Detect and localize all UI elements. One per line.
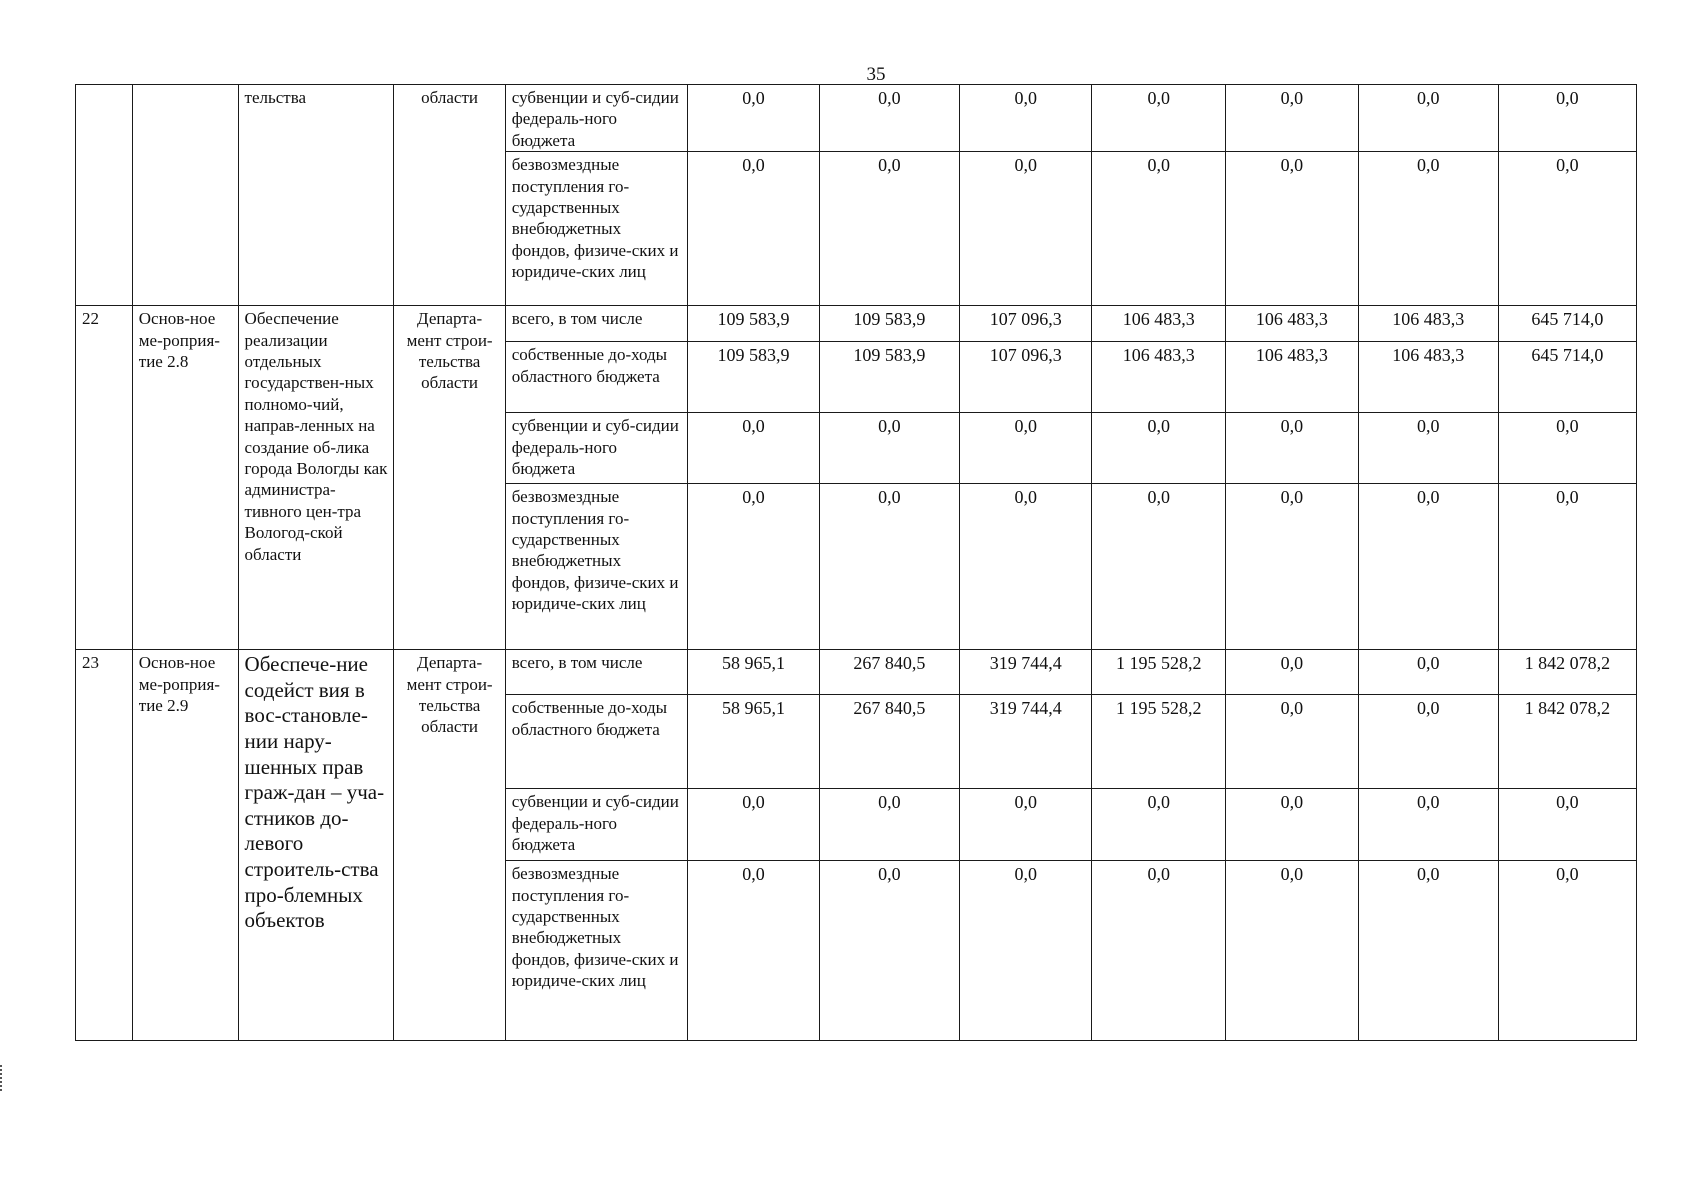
value-cell: 0,0 bbox=[1358, 484, 1498, 650]
value-cell: 0,0 bbox=[688, 484, 819, 650]
value-cell: 106 483,3 bbox=[1226, 342, 1358, 413]
value-cell: 0,0 bbox=[819, 484, 959, 650]
executor-cell: Департа-мент строи-тельства области bbox=[394, 306, 505, 650]
value-cell: 1 842 078,2 bbox=[1498, 650, 1636, 695]
measure-cell bbox=[132, 85, 238, 306]
source-cell: безвозмездные поступления го-сударственных внебюджетных фондов, физиче-ских и юридиче-ских лиц bbox=[505, 861, 688, 1041]
value-cell: 0,0 bbox=[1358, 85, 1498, 152]
value-cell: 109 583,9 bbox=[819, 306, 959, 342]
value-cell: 0,0 bbox=[1358, 861, 1498, 1041]
value-cell: 107 096,3 bbox=[960, 342, 1092, 413]
value-cell: 0,0 bbox=[1358, 650, 1498, 695]
scan-artifact bbox=[0, 1065, 5, 1091]
value-cell: 0,0 bbox=[688, 789, 819, 861]
value-cell: 0,0 bbox=[819, 413, 959, 484]
budget-table bbox=[75, 84, 1637, 1041]
value-cell: 0,0 bbox=[1092, 85, 1226, 152]
value-cell: 0,0 bbox=[1226, 695, 1358, 789]
value-cell: 58 965,1 bbox=[688, 650, 819, 695]
value-cell: 0,0 bbox=[960, 413, 1092, 484]
source-cell: всего, в том числе bbox=[505, 650, 688, 695]
value-cell: 0,0 bbox=[1092, 789, 1226, 861]
value-cell: 0,0 bbox=[819, 152, 959, 306]
value-cell: 106 483,3 bbox=[1358, 306, 1498, 342]
value-cell: 0,0 bbox=[819, 85, 959, 152]
table-row bbox=[76, 85, 1637, 152]
value-cell: 0,0 bbox=[1358, 695, 1498, 789]
executor-cell: области bbox=[394, 85, 505, 306]
value-cell: 0,0 bbox=[1358, 413, 1498, 484]
value-cell: 0,0 bbox=[1358, 789, 1498, 861]
value-cell: 0,0 bbox=[688, 413, 819, 484]
executor-cell: Департа-мент строи-тельства области bbox=[394, 650, 505, 1041]
value-cell: 0,0 bbox=[1358, 152, 1498, 306]
value-cell: 0,0 bbox=[1498, 85, 1636, 152]
value-cell: 0,0 bbox=[1498, 152, 1636, 306]
table-row bbox=[76, 650, 1637, 695]
value-cell: 1 195 528,2 bbox=[1092, 695, 1226, 789]
value-cell: 319 744,4 bbox=[960, 650, 1092, 695]
value-cell: 0,0 bbox=[1092, 861, 1226, 1041]
value-cell: 0,0 bbox=[1092, 484, 1226, 650]
value-cell: 267 840,5 bbox=[819, 650, 959, 695]
value-cell: 0,0 bbox=[688, 152, 819, 306]
source-cell: субвенции и суб-сидии федераль-ного бюджета bbox=[505, 85, 688, 152]
value-cell: 0,0 bbox=[960, 861, 1092, 1041]
name-cell: Обеспечение реализации отдельных государствен-ных полномо-чий, направ-ленных на создание об-лика города Вологды как администра-тивного цен-тра Вологод-ской области bbox=[238, 306, 394, 650]
source-cell: безвозмездные поступления го-сударственных внебюджетных фондов, физиче-ских и юридиче-ских лиц bbox=[505, 152, 688, 306]
value-cell: 0,0 bbox=[960, 789, 1092, 861]
source-cell: субвенции и суб-сидии федераль-ного бюджета bbox=[505, 789, 688, 861]
value-cell: 0,0 bbox=[688, 85, 819, 152]
value-cell: 58 965,1 bbox=[688, 695, 819, 789]
value-cell: 0,0 bbox=[688, 861, 819, 1041]
number-cell: 23 bbox=[76, 650, 133, 1041]
value-cell: 0,0 bbox=[1226, 413, 1358, 484]
value-cell: 0,0 bbox=[1498, 413, 1636, 484]
value-cell: 106 483,3 bbox=[1092, 306, 1226, 342]
number-cell bbox=[76, 85, 133, 306]
number-cell: 22 bbox=[76, 306, 133, 650]
source-cell: всего, в том числе bbox=[505, 306, 688, 342]
value-cell: 0,0 bbox=[1498, 861, 1636, 1041]
value-cell: 0,0 bbox=[960, 152, 1092, 306]
value-cell: 106 483,3 bbox=[1092, 342, 1226, 413]
value-cell: 107 096,3 bbox=[960, 306, 1092, 342]
value-cell: 0,0 bbox=[1226, 484, 1358, 650]
page-number: 35 bbox=[866, 64, 886, 85]
name-cell: тельства bbox=[238, 85, 394, 306]
value-cell: 1 195 528,2 bbox=[1092, 650, 1226, 695]
value-cell: 0,0 bbox=[1226, 861, 1358, 1041]
value-cell: 106 483,3 bbox=[1226, 306, 1358, 342]
source-cell: собственные до-ходы областного бюджета bbox=[505, 695, 688, 789]
value-cell: 0,0 bbox=[1498, 484, 1636, 650]
value-cell: 319 744,4 bbox=[960, 695, 1092, 789]
value-cell: 106 483,3 bbox=[1358, 342, 1498, 413]
name-cell: Обеспече-ние содейст вия в вос-становле-нии нару-шенных прав граж-дан – уча-стников до-левого строитель-ства про-блемных объектов bbox=[238, 650, 394, 1041]
value-cell: 0,0 bbox=[1226, 85, 1358, 152]
value-cell: 267 840,5 bbox=[819, 695, 959, 789]
value-cell: 645 714,0 bbox=[1498, 342, 1636, 413]
value-cell: 0,0 bbox=[1226, 152, 1358, 306]
value-cell: 0,0 bbox=[1226, 650, 1358, 695]
value-cell: 109 583,9 bbox=[819, 342, 959, 413]
value-cell: 0,0 bbox=[819, 789, 959, 861]
value-cell: 0,0 bbox=[819, 861, 959, 1041]
value-cell: 0,0 bbox=[960, 85, 1092, 152]
measure-cell: Основ-ное ме-роприя-тие 2.8 bbox=[132, 306, 238, 650]
value-cell: 0,0 bbox=[960, 484, 1092, 650]
value-cell: 109 583,9 bbox=[688, 306, 819, 342]
measure-cell: Основ-ное ме-роприя-тие 2.9 bbox=[132, 650, 238, 1041]
table-row bbox=[76, 306, 1637, 342]
source-cell: безвозмездные поступления го-сударственных внебюджетных фондов, физиче-ских и юридиче-ских лиц bbox=[505, 484, 688, 650]
value-cell: 0,0 bbox=[1498, 789, 1636, 861]
value-cell: 0,0 bbox=[1092, 413, 1226, 484]
value-cell: 645 714,0 bbox=[1498, 306, 1636, 342]
value-cell: 0,0 bbox=[1226, 789, 1358, 861]
value-cell: 109 583,9 bbox=[688, 342, 819, 413]
source-cell: субвенции и суб-сидии федераль-ного бюджета bbox=[505, 413, 688, 484]
value-cell: 1 842 078,2 bbox=[1498, 695, 1636, 789]
source-cell: собственные до-ходы областного бюджета bbox=[505, 342, 688, 413]
value-cell: 0,0 bbox=[1092, 152, 1226, 306]
